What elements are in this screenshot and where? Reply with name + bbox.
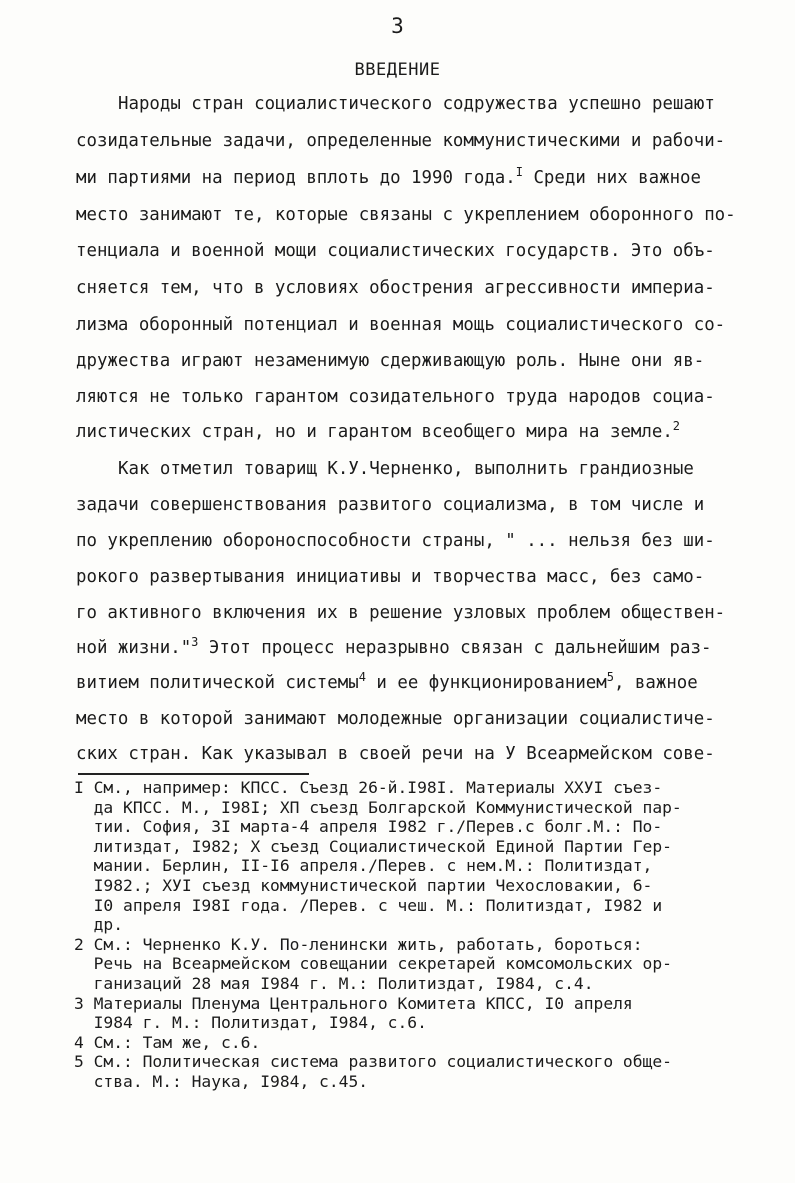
footnote-line: мании. Берлин, II-I6 апреля./Перев. с нем.М.: Политиздат, (74, 856, 653, 876)
body-line (118, 461, 694, 478)
footnote-line: 5 См.: Политическая система развитого социалистического обще- (74, 1052, 672, 1072)
footnote-line: ганизаций 28 мая I984 г. М.: Политиздат, I984, с.4. (74, 974, 594, 993)
footnote-marker: 2 (672, 419, 681, 434)
footnote-line: I982.; XУI съезд коммунистической партии Чехословакии, 6- (74, 876, 653, 895)
body-line (76, 207, 736, 224)
footnote-separator (78, 773, 309, 775)
footnote-line: Речь на Всеармейском совещании секретарей комсомольских ор- (74, 954, 672, 974)
body-line (76, 317, 725, 334)
footnote-line: 2 См.: Черненко К.У. По-ленински жить, работать, бороться: (74, 934, 643, 954)
footnote-line: 4 См.: Там же, с.6. (74, 1032, 261, 1052)
line-text-after: , важное (613, 673, 698, 693)
body-line (76, 569, 704, 586)
line-text: листических стран, но и гарантом всеобщего мира на земле. (76, 422, 673, 442)
line-text-after: Этот процесс неразрывно связан с дальнейшим раз- (198, 638, 712, 658)
footnote-marker: I (515, 165, 523, 180)
line-text: место занимают те, которые связаны с укреплением оборонного по- (76, 205, 736, 225)
line-text: ми партиями на период вплоть до 1990 года. (76, 168, 516, 188)
line-text: Как отметил товарищ К.У.Черненко, выполнить грандиозные (118, 459, 694, 479)
body-line (76, 243, 715, 260)
body-line (76, 533, 715, 550)
line-text: лизма оборонный потенциал и военная мощь социалистического со- (76, 315, 726, 335)
footnote-line: да КПСС. М., I98I; XП съезд Болгарской Коммунистической пар- (74, 797, 682, 817)
footnote-line: I См., например: КПСС. Съезд 26-й.I98I. Материалы XXУI съез- (74, 778, 663, 797)
body-line (76, 353, 704, 370)
line-text: Народы стран социалистического содружества успешно решают (118, 94, 715, 114)
body-line (76, 165, 701, 188)
body-line (76, 419, 681, 442)
footnote-marker: 5 (606, 670, 614, 685)
line-text: витием политической системы (76, 673, 359, 693)
line-text: по укреплению обороноспособности страны, " ... нельзя без ши- (76, 531, 715, 551)
line-text: ной жизни." (76, 638, 192, 658)
body-line (76, 746, 715, 763)
body-line (76, 497, 704, 514)
line-text-after: Среди них важное (522, 168, 701, 188)
footnote-line: 3 Материалы Пленума Центрального Комитета КПСС, I0 апреля (74, 993, 633, 1013)
footnote-marker: 3 (191, 635, 199, 650)
body-line (76, 133, 725, 150)
line-text: сняется тем, что в условиях обострения агрессивности империа- (76, 278, 715, 298)
line-text: ляются не только гарантом созидательного труда народов социа- (76, 387, 715, 407)
body-line (76, 389, 715, 406)
footnote-line: др. (74, 915, 124, 935)
footnote-line: литиздат, I982; X съезд Социалистической Единой Партии Гер- (74, 836, 672, 856)
section-heading: ВВЕДЕНИЕ (354, 60, 441, 80)
line-text: место в которой занимают молодежные организации социалистиче- (76, 709, 715, 729)
body-line (76, 711, 715, 728)
line-text: созидательные задачи, определенные коммунистическими и рабочи- (76, 131, 726, 151)
line-text: рокого развертывания инициативы и творчества масс, без само- (76, 567, 705, 587)
footnote-line: ства. М.: Наука, I984, с.45. (74, 1072, 369, 1091)
body-line (76, 280, 715, 297)
body-line (76, 605, 725, 622)
footnote-marker: 4 (358, 670, 366, 685)
line-text: задачи совершенствования развитого социализма, в том числе и (76, 495, 705, 515)
body-line (118, 96, 715, 113)
footnote-line: I984 г. М.: Политиздат, I984, с.6. (74, 1013, 427, 1033)
line-text: ских стран. Как указывал в своей речи на У Всеармейском сове- (76, 744, 715, 764)
footnote-line: тии. София, 3I марта-4 апреля I982 г./Перев.с болг.М.: По- (74, 817, 663, 837)
footnote-line: I0 апреля I98I года. /Перев. с чеш. М.: Политиздат, I982 и (74, 895, 663, 915)
line-text: го активного включения их в решение узловых проблем обществен- (76, 603, 726, 623)
line-text: тенциала и военной мощи социалистических государств. Это объ- (76, 241, 715, 261)
body-line (76, 670, 698, 693)
page-number: 3 (391, 14, 404, 38)
line-text: дружества играют незаменимую сдерживающую роль. Ныне они яв- (76, 351, 705, 371)
line-text-after: и ее функционированием (365, 673, 607, 693)
body-line (76, 635, 712, 658)
